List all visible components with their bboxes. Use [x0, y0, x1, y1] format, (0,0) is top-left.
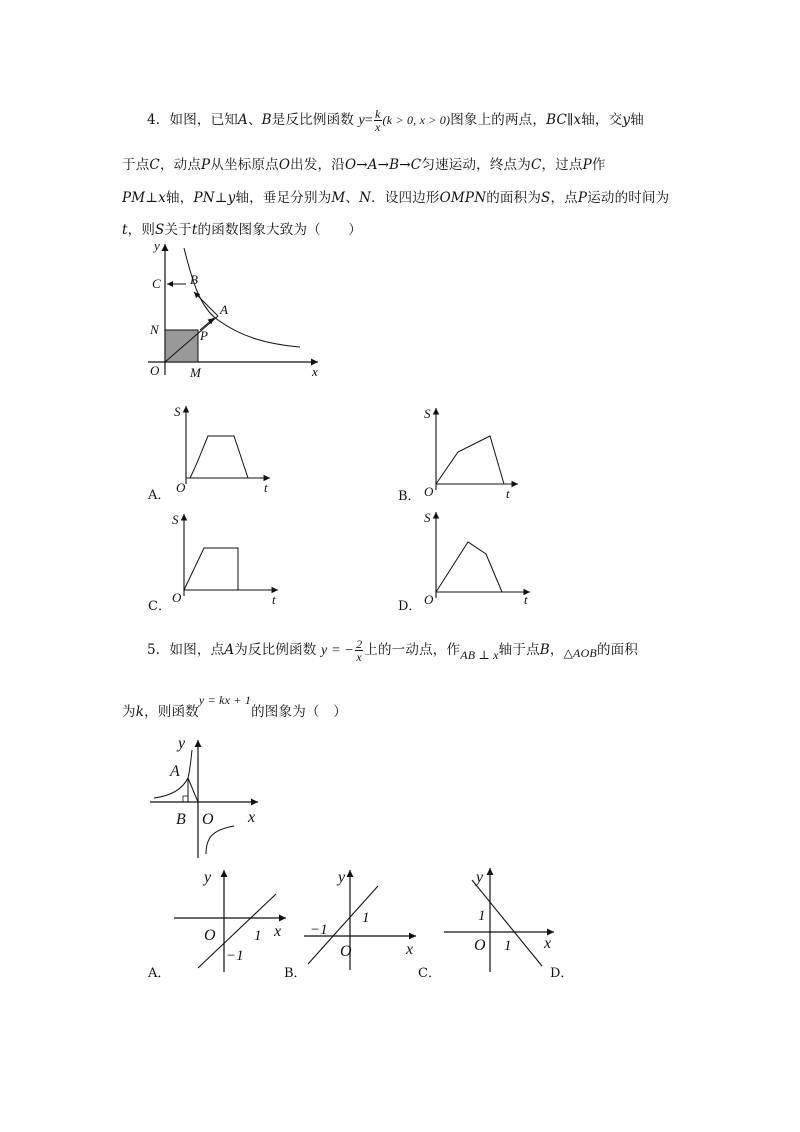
q4-option-c-curve [184, 548, 238, 590]
q4-option-a-curve [190, 436, 248, 478]
q4-option-b-curve [436, 436, 504, 484]
svg-text:S: S [424, 406, 431, 421]
q5-option-d-label[interactable]: D． [550, 966, 574, 981]
q5-line1: 5．如图，点A为反比例函数 y = − $\frac{2}{x}$ 上的一动点，作AB ⊥ x轴于点B，△AOB的面积 [147, 637, 639, 665]
q4-option-d-label[interactable]: D． [398, 599, 422, 614]
svg-text:1: 1 [478, 908, 486, 924]
q5-main-figure [146, 734, 266, 860]
q4-label-b: B [190, 272, 198, 287]
q4-option-c-graph [166, 510, 286, 607]
svg-text:O: O [424, 484, 434, 499]
q4-option-b-graph [418, 404, 528, 501]
q4-label-x: x [312, 364, 318, 379]
q5-option-c-label[interactable]: C． [418, 966, 441, 981]
svg-text:−1: −1 [226, 948, 244, 964]
q5-hyperbola-right [206, 826, 234, 854]
q4-line1: 4．如图，已知A、B是反比例函数 y= $\frac{k}{x}$ (k > 0, x > 0)图象上的两点，BC∥x轴，交y轴 [147, 107, 644, 135]
q4-line4: t，则S关于t的函数图象大致为（ ） [122, 222, 362, 238]
q5-option-a-graph [168, 864, 298, 974]
q4-option-b-label[interactable]: B． [398, 489, 421, 504]
q5-function: y = − $\frac{2}{x}$ [320, 637, 363, 665]
q4-main-figure [140, 240, 330, 380]
q4-line2: 于点C，动点P从坐标原点O出发，沿O→A→B→C匀速运动，终点为C，过点P作 [122, 157, 606, 173]
q5-right-angle [183, 796, 188, 802]
q4-label-a: A [220, 302, 228, 317]
q4-line3: PM⊥x轴，PN⊥y轴，垂足分别为M、N．设四边形OMPN的面积为S，点P运动的时间为 [122, 190, 670, 206]
svg-text:−1: −1 [310, 922, 328, 938]
q4-label-o: O [150, 363, 160, 378]
svg-text:x: x [544, 935, 552, 952]
svg-text:y: y [476, 869, 484, 886]
svg-text:O: O [340, 943, 352, 960]
q4-option-d-curve [436, 542, 502, 592]
svg-text:y: y [204, 869, 212, 886]
svg-text:y: y [178, 735, 186, 752]
svg-text:1: 1 [362, 910, 370, 926]
q4-label-p: P [200, 328, 208, 343]
q4-fraction: $\frac{k}{x}$ [375, 107, 381, 135]
q4-option-c-label[interactable]: C． [148, 599, 171, 614]
svg-text:x: x [274, 923, 282, 940]
svg-text:t: t [506, 486, 510, 501]
svg-text:t: t [272, 592, 276, 607]
q4-label-y: y [154, 238, 160, 253]
svg-text:O: O [202, 811, 214, 828]
svg-text:O: O [424, 592, 434, 607]
q4-arrow-ab [194, 292, 218, 316]
svg-text:O: O [172, 590, 182, 605]
svg-text:A: A [170, 763, 180, 780]
q5-option-b-graph [298, 864, 428, 974]
q5-fraction: $\frac{2}{x}$ [356, 637, 363, 665]
q4-option-a-label[interactable]: A． [148, 488, 171, 503]
q5-option-a-label[interactable]: A． [148, 966, 171, 981]
svg-text:S: S [424, 510, 431, 525]
q4-option-a-graph [168, 402, 278, 494]
q5-option-b-label[interactable]: B． [284, 966, 307, 981]
svg-text:O: O [474, 937, 486, 954]
q5-line2: 为k，则函数y = kx + 1的图象为（ ） [122, 693, 347, 720]
q4-option-d-graph [418, 508, 538, 607]
svg-text:t: t [524, 592, 528, 607]
q4-label-n: N [150, 322, 159, 337]
svg-text:1: 1 [504, 938, 512, 954]
svg-text:x: x [406, 941, 414, 958]
svg-text:y: y [338, 869, 346, 886]
svg-text:O: O [204, 927, 216, 944]
svg-text:S: S [174, 404, 181, 419]
svg-text:O: O [176, 480, 186, 495]
svg-text:1: 1 [254, 928, 262, 944]
svg-text:x: x [248, 809, 256, 826]
svg-text:t: t [264, 480, 268, 495]
svg-text:S: S [172, 512, 179, 527]
q4-function: y= $\frac{k}{x}$ (k > 0, x > 0) [358, 107, 451, 135]
q5-segment-ao [188, 778, 198, 802]
q5-option-c-graph [438, 862, 568, 972]
q4-label-m: M [190, 365, 201, 380]
q4-label-c: C [152, 276, 161, 291]
svg-text:B: B [176, 811, 186, 828]
